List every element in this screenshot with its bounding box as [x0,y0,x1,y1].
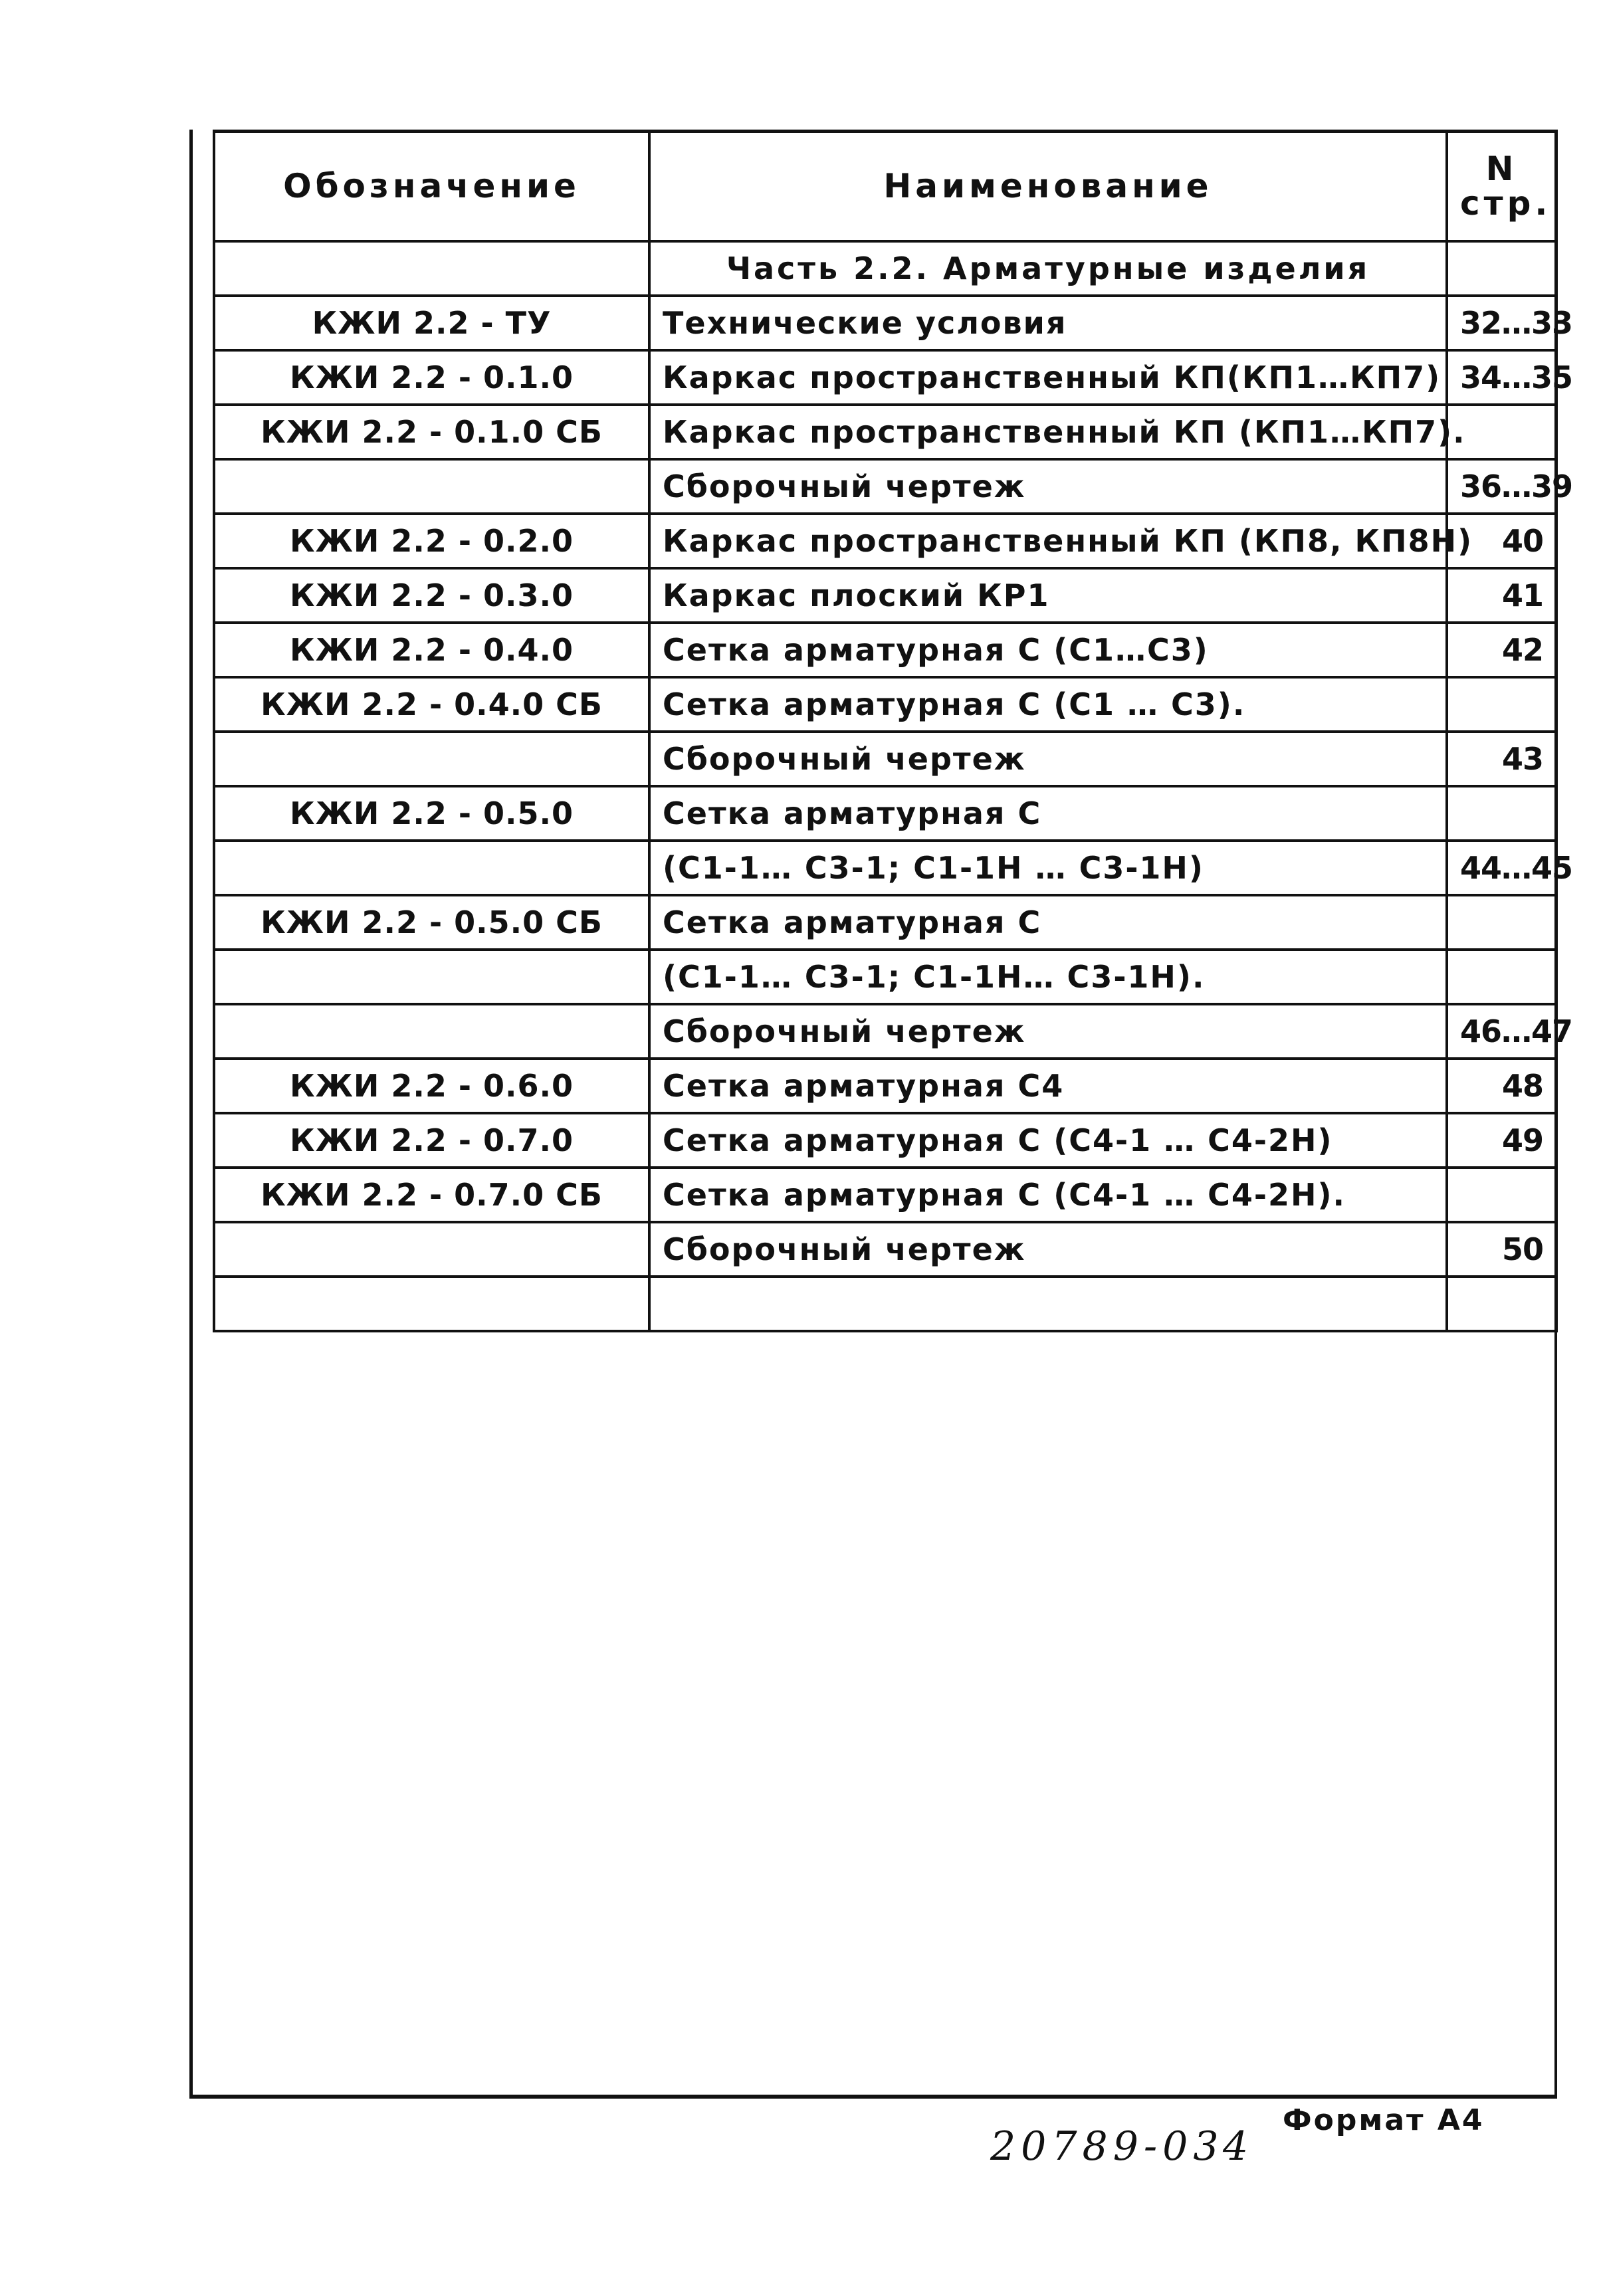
sheet-number: 4 [1223,2123,1249,2170]
table-row [214,950,1556,1004]
row-code: КЖИ 2.2 - 0.1.0 [214,350,649,405]
table-row [214,1168,1556,1222]
row-name: Сборочный чертеж [649,1004,1447,1059]
row-code [214,1277,649,1331]
row-name: Сетка арматурная С [649,895,1447,950]
table-row [214,677,1556,732]
table-row [214,786,1556,841]
row-page [1447,1277,1556,1331]
table-row [214,895,1556,950]
row-page: 40 [1447,514,1556,568]
row-page: 36…39 [1447,459,1556,514]
row-page: 46…47 [1447,1004,1556,1059]
row-name: (С1-1… С3-1; С1-1Н … С3-1Н) [649,841,1447,895]
table-row [214,1004,1556,1059]
row-name: Сетка арматурная С (С4-1 … С4-2Н) [649,1113,1447,1168]
row-code: КЖИ 2.2 - 0.6.0 [214,1059,649,1113]
table-row [214,350,1556,405]
row-name: Сборочный чертеж [649,732,1447,786]
document-number: 20789-03 [990,2123,1224,2170]
paper-format: Формат А4 [1283,2103,1485,2137]
row-code: КЖИ 2.2 - 0.7.0 СБ [214,1168,649,1222]
header-page-abbrev: стр. [1460,184,1552,223]
row-code: КЖИ 2.2 - 0.4.0 [214,623,649,677]
table-row [214,1059,1556,1113]
row-page [1447,786,1556,841]
row-name: Сетка арматурная С [649,786,1447,841]
row-page: 50 [1447,1222,1556,1277]
row-page: 44…45 [1447,841,1556,895]
row-page [1447,677,1556,732]
row-name: Сетка арматурная С (С1 … С3). [649,677,1447,732]
row-page [1447,895,1556,950]
section-title: Часть 2.2. Арматурные изделия [649,241,1447,296]
section-page-cell [1447,241,1556,296]
row-code: КЖИ 2.2 - 0.1.0 СБ [214,405,649,459]
row-page: 42 [1447,623,1556,677]
row-name: Каркас пространственный КП(КП1…КП7) [649,350,1447,405]
table-row [214,732,1556,786]
row-page: 43 [1447,732,1556,786]
header-name: Наименование [649,132,1447,241]
section-row [214,241,1556,296]
row-name: Каркас пространственный КП (КП8, КП8Н) [649,514,1447,568]
table-row [214,1113,1556,1168]
row-code [214,950,649,1004]
row-code [214,1004,649,1059]
row-code: КЖИ 2.2 - 0.5.0 СБ [214,895,649,950]
row-code: КЖИ 2.2 - ТУ [214,296,649,350]
table-row [214,296,1556,350]
row-name: Сборочный чертеж [649,1222,1447,1277]
header-page [1447,132,1556,241]
row-name: (С1-1… С3-1; С1-1Н… С3-1Н). [649,950,1447,1004]
row-code: КЖИ 2.2 - 0.2.0 [214,514,649,568]
row-name: Сетка арматурная С (С4-1 … С4-2Н). [649,1168,1447,1222]
row-name: Сетка арматурная С (С1…С3) [649,623,1447,677]
table-row [214,459,1556,514]
row-name: Сборочный чертеж [649,459,1447,514]
table-row [214,1222,1556,1277]
table-header-row [214,132,1556,241]
row-name: Сетка арматурная С4 [649,1059,1447,1113]
row-name: Каркас пространственный КП (КП1…КП7). [649,405,1447,459]
row-code [214,459,649,514]
row-code [214,732,649,786]
row-page: 41 [1447,568,1556,623]
header-designation: Обозначение [214,132,649,241]
row-page: 32…33 [1447,296,1556,350]
row-page: 34…35 [1447,350,1556,405]
row-code: КЖИ 2.2 - 0.4.0 СБ [214,677,649,732]
row-code [214,1222,649,1277]
contents-table [213,130,1573,1332]
row-page: 48 [1447,1059,1556,1113]
row-name [649,1277,1447,1331]
row-code: КЖИ 2.2 - 0.7.0 [214,1113,649,1168]
header-page-number-sign: N [1485,150,1518,189]
row-page [1447,1168,1556,1222]
section-code-cell [214,241,649,296]
row-code: КЖИ 2.2 - 0.5.0 [214,786,649,841]
row-page [1447,950,1556,1004]
table-row [214,514,1556,568]
table-row [214,841,1556,895]
table-row [214,568,1556,623]
row-code [214,841,649,895]
table-row [214,623,1556,677]
row-name: Каркас плоский КР1 [649,568,1447,623]
row-page: 49 [1447,1113,1556,1168]
table-row [214,405,1556,459]
table-row [214,1277,1556,1331]
row-code: КЖИ 2.2 - 0.3.0 [214,568,649,623]
row-name: Технические условия [649,296,1447,350]
